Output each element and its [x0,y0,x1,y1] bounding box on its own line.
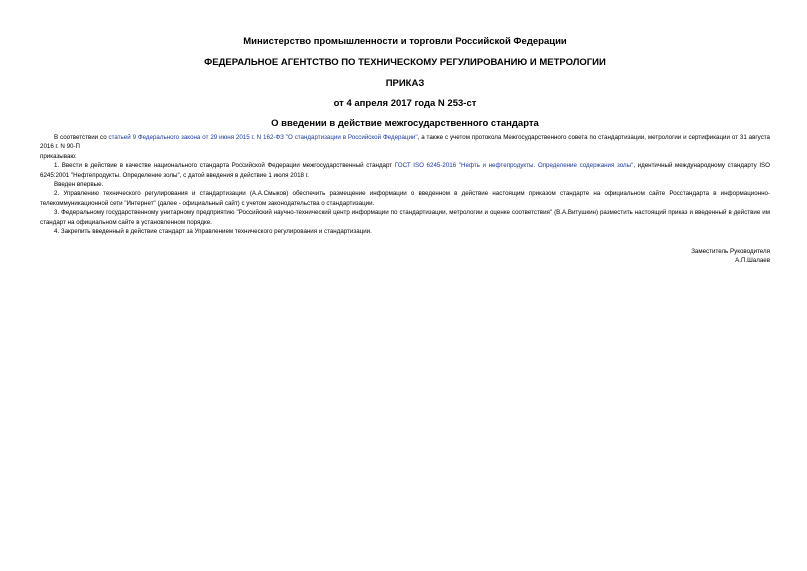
federal-law-link[interactable]: статьей 9 Федерального закона от 29 июня 2015 г. N 162-ФЗ "О стандартизации в Российской Федерации" [108,134,418,141]
document-type: ПРИКАЗ [385,78,425,89]
item-4-paragraph: 4. Закрепить введенный в действие стандарт за Управлением технического регулирования и стандартизации. [54,228,372,236]
item-3-paragraph: 3. Федеральному государственному унитарному предприятию "Российский научно-технический центр информации по стандартизации, метрологии и оценке соответствия" (В.А.Витушкин) разместить настоящий приказ и введенный в действие им стандарт на официальном сайте в установленном порядке. [40,209,770,226]
document-date: от 4 апреля 2017 года N 253-ст [333,98,477,109]
preamble-text-2: , а также с учетом протокола Межгосударственного совета по стандартизации, метрологии и сертификации от 31 августа 2016 г. N 90-П [40,134,770,151]
item-1-text-1: 1. Ввести в действие в качестве национального стандарта Российской Федерации межгосударственный стандарт [54,162,395,170]
item-1-note: Введен впервые. [54,181,104,189]
item-1-paragraph [40,161,770,180]
document-body [40,133,770,236]
preamble-paragraph [40,133,770,152]
item-2-paragraph: 2. Управлению технического регулирования и стандартизации (А.А.Смыков) обеспечить размещение информации о введенном в действие настоящим приказом стандарте на официальном сайте Росстандарта в информационно-телекоммуникационной сети "Интернет" (далее - официальный сайт) с учетом законодательства о стандартизации. [40,190,770,207]
item-1-text-2: , идентичный международному стандарту ISO 6245:2001 "Нефтепродукты. Определение золы", с датой введения в действие 1 июля 2018 г. [40,162,770,179]
signatory-name: А.П.Шалаев [735,257,770,265]
document-subject: О введении в действие межгосударственного стандарта [271,118,539,129]
signatory-title: Заместитель Руководителя [691,248,770,255]
agency-title: ФЕДЕРАЛЬНОЕ АГЕНТСТВО ПО ТЕХНИЧЕСКОМУ РЕГУЛИРОВАНИЮ И МЕТРОЛОГИИ [204,57,606,68]
signature-block [470,247,770,266]
ministry-title: Министерство промышленности и торговли Российской Федерации [243,36,567,47]
gost-standard-link[interactable]: ГОСТ ISO 6245-2016 "Нефть и нефтепродукты. Определение содержания золы" [394,162,634,170]
order-word: приказываю: [40,152,77,160]
preamble-text-1: В соответствии со [54,134,109,141]
